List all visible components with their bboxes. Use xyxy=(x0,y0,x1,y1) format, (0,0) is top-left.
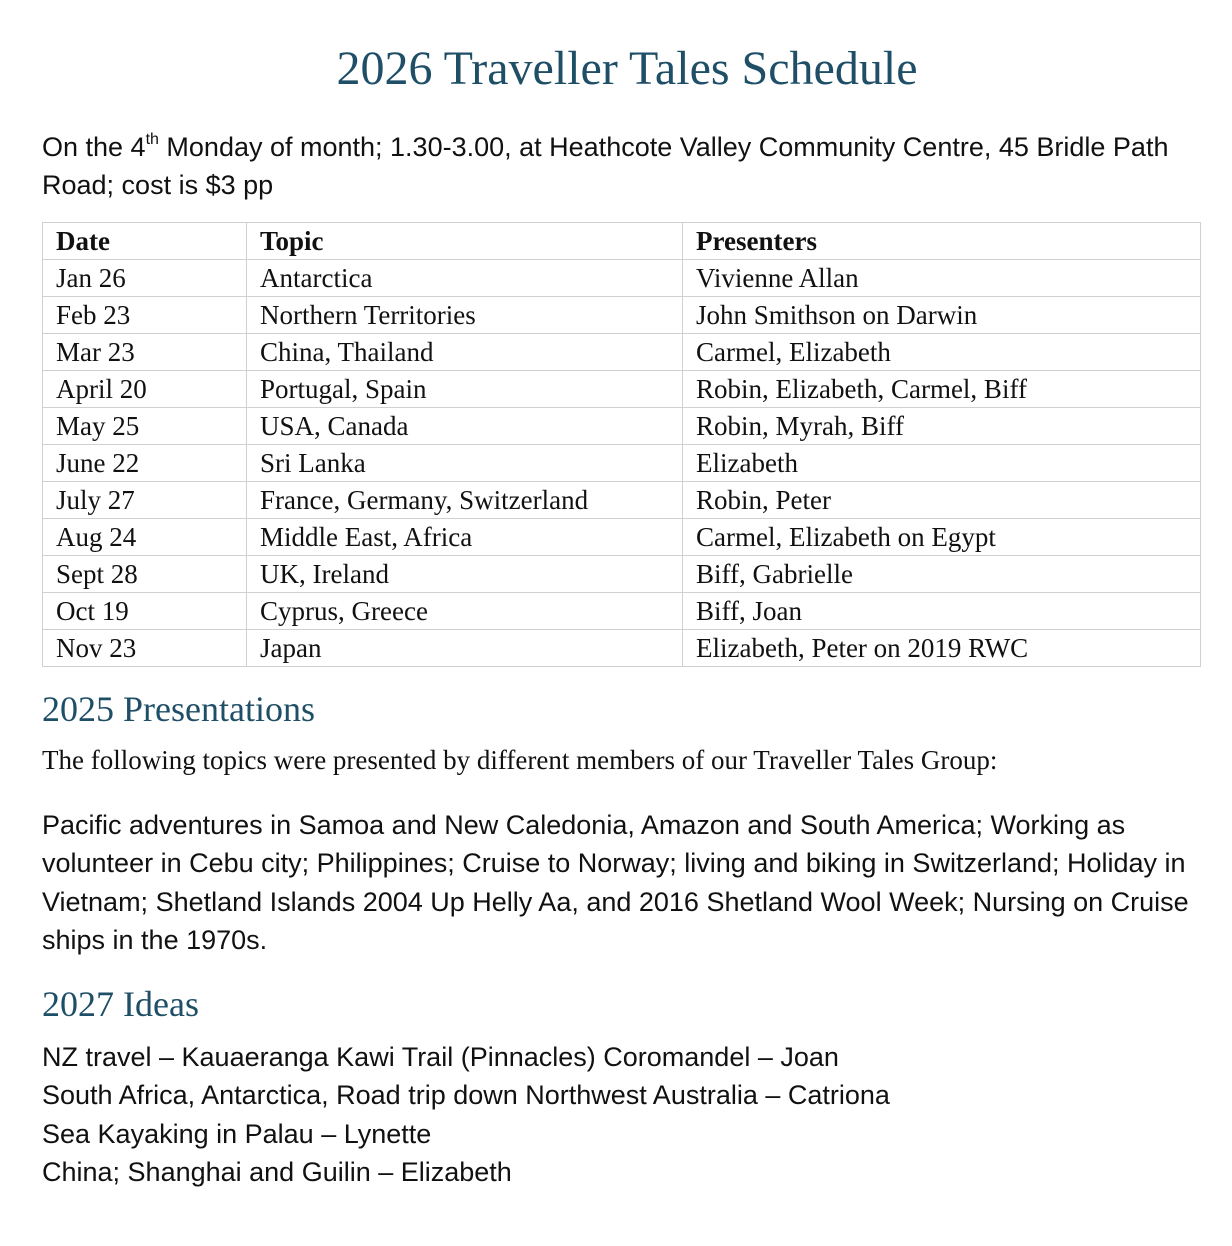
cell-topic: Portugal, Spain xyxy=(247,371,683,408)
cell-topic: China, Thailand xyxy=(247,334,683,371)
cell-date: Sept 28 xyxy=(43,556,247,593)
cell-date: Jan 26 xyxy=(43,260,247,297)
header-presenters: Presenters xyxy=(683,223,1201,260)
cell-topic: Sri Lanka xyxy=(247,445,683,482)
list-item: China; Shanghai and Guilin – Elizabeth xyxy=(42,1157,512,1188)
list-item: Sea Kayaking in Palau – Lynette xyxy=(42,1118,432,1149)
table-row xyxy=(43,630,1201,667)
table-row xyxy=(43,371,1201,408)
presentations-2025-body: Pacific adventures in Samoa and New Caledonia, Amazon and South America; Working as volunteer in Cebu city; Philippines; Cruise to Norway; living and biking in Switzerland; Holiday in Vietnam; Shetland Islands 2004 Up Helly Aa, and 2016 Shetland Wool Week; Nursing on Cruise ships in the 1970s. xyxy=(42,810,1189,955)
cell-presenters: Carmel, Elizabeth xyxy=(683,334,1201,371)
presentations-2025-heading: 2025 Presentations xyxy=(42,689,315,729)
ideas-2027-list xyxy=(42,1038,1202,1191)
cell-date: Mar 23 xyxy=(43,334,247,371)
intro-ordinal-suffix: th xyxy=(145,131,159,148)
document-page xyxy=(42,0,1202,1191)
list-item: South Africa, Antarctica, Road trip down Northwest Australia – Catriona xyxy=(42,1080,890,1111)
page-title: 2026 Traveller Tales Schedule xyxy=(336,42,918,95)
cell-topic: France, Germany, Switzerland xyxy=(247,482,683,519)
cell-presenters: Elizabeth, Peter on 2019 RWC xyxy=(683,630,1201,667)
cell-date: Oct 19 xyxy=(43,593,247,630)
cell-date: June 22 xyxy=(43,445,247,482)
intro-text-rest: Monday of month; 1.30-3.00, at Heathcote Valley Community Centre, 45 Bridle Path Road; cost is $3 pp xyxy=(42,132,1169,200)
cell-presenters: Elizabeth xyxy=(683,445,1201,482)
table-row xyxy=(43,334,1201,371)
intro-text-start: On the 4 xyxy=(42,132,146,162)
table-row xyxy=(43,482,1201,519)
cell-presenters: Robin, Peter xyxy=(683,482,1201,519)
cell-presenters: Biff, Gabrielle xyxy=(683,556,1201,593)
cell-topic: USA, Canada xyxy=(247,408,683,445)
schedule-header-row xyxy=(43,223,1201,260)
table-row xyxy=(43,408,1201,445)
cell-date: April 20 xyxy=(43,371,247,408)
cell-topic: Antarctica xyxy=(247,260,683,297)
cell-topic: UK, Ireland xyxy=(247,556,683,593)
header-topic: Topic xyxy=(247,223,683,260)
cell-topic: Cyprus, Greece xyxy=(247,593,683,630)
cell-presenters: Robin, Elizabeth, Carmel, Biff xyxy=(683,371,1201,408)
cell-presenters: Robin, Myrah, Biff xyxy=(683,408,1201,445)
header-date: Date xyxy=(43,223,247,260)
cell-date: July 27 xyxy=(43,482,247,519)
cell-topic: Middle East, Africa xyxy=(247,519,683,556)
table-row xyxy=(43,260,1201,297)
cell-date: Nov 23 xyxy=(43,630,247,667)
ideas-2027-heading: 2027 Ideas xyxy=(42,984,199,1025)
table-row xyxy=(43,297,1201,334)
table-row xyxy=(43,519,1201,556)
cell-date: Feb 23 xyxy=(43,297,247,334)
cell-presenters: Vivienne Allan xyxy=(683,260,1201,297)
intro-paragraph xyxy=(42,128,1202,204)
list-item: NZ travel – Kauaeranga Kawi Trail (Pinnacles) Coromandel – Joan xyxy=(42,1042,839,1073)
cell-date: Aug 24 xyxy=(43,519,247,556)
schedule-table xyxy=(42,222,1201,667)
table-row xyxy=(43,445,1201,482)
table-row xyxy=(43,593,1201,630)
cell-date: May 25 xyxy=(43,408,247,445)
cell-topic: Northern Territories xyxy=(247,297,683,334)
cell-presenters: John Smithson on Darwin xyxy=(683,297,1201,334)
presentations-2025-lead: The following topics were presented by different members of our Traveller Tales Group: xyxy=(42,745,998,775)
cell-presenters: Carmel, Elizabeth on Egypt xyxy=(683,519,1201,556)
table-row xyxy=(43,556,1201,593)
cell-presenters: Biff, Joan xyxy=(683,593,1201,630)
cell-topic: Japan xyxy=(247,630,683,667)
